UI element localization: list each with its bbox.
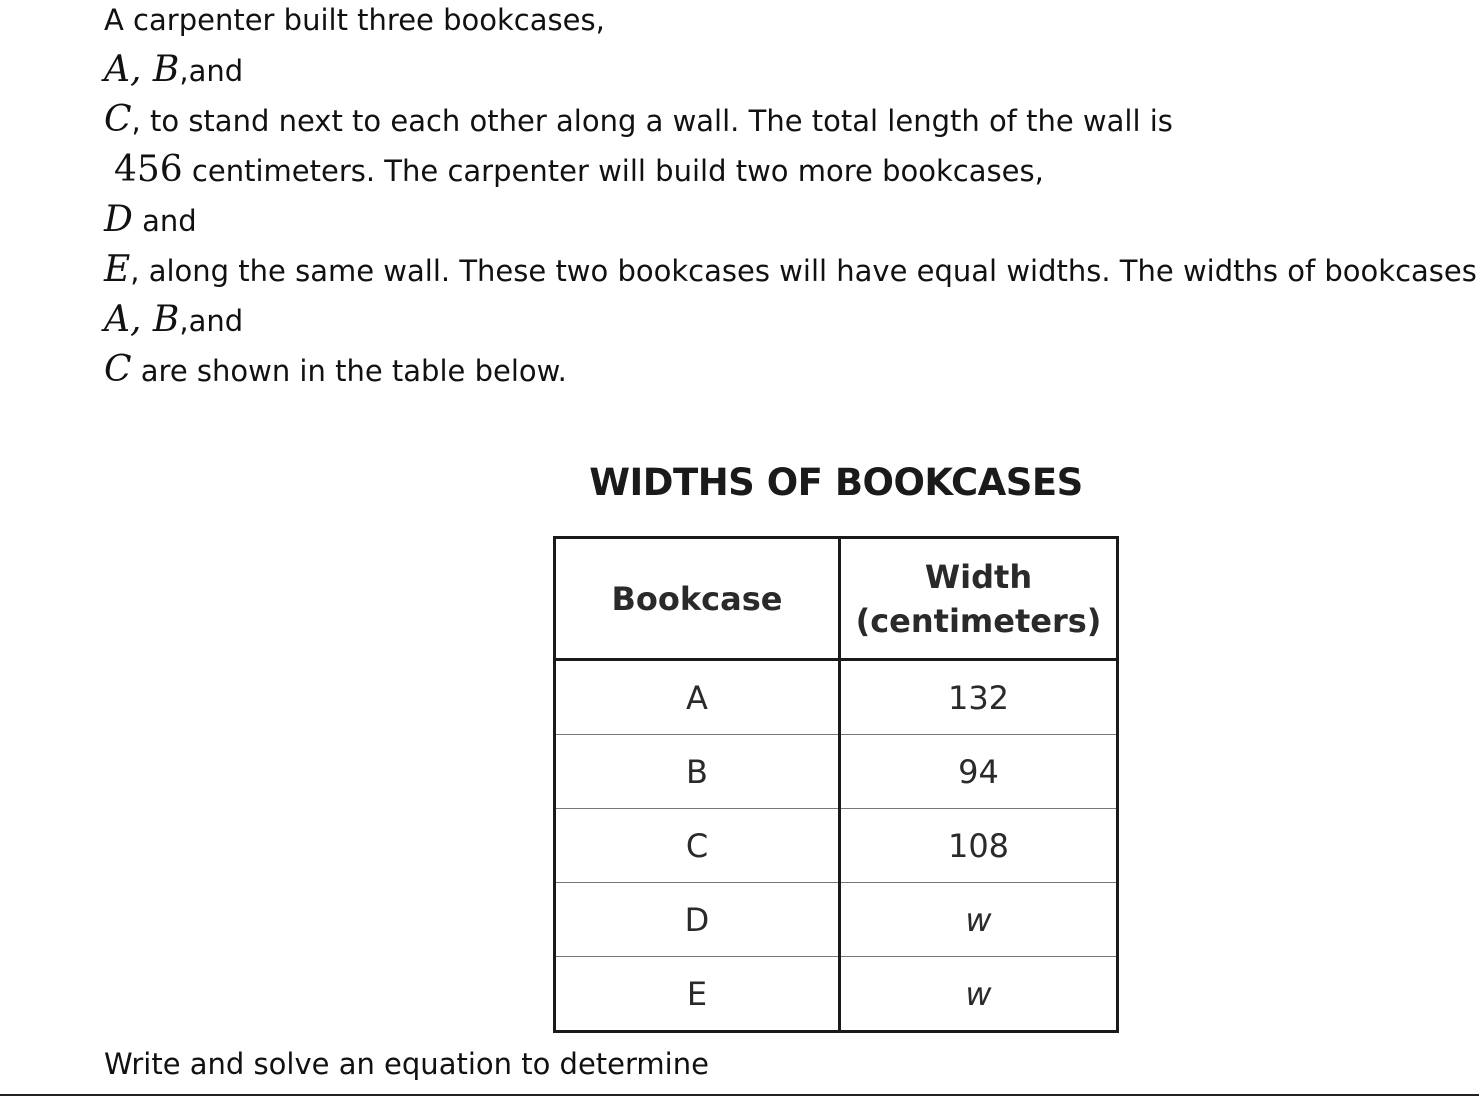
header-width xyxy=(840,538,1118,660)
width-cell: w xyxy=(840,883,1118,957)
bookcase-cell: C xyxy=(555,809,840,883)
divider xyxy=(0,1094,1479,1096)
problem-line-7 xyxy=(104,300,1479,350)
math-var-a: A xyxy=(104,299,130,340)
problem-line-6 xyxy=(104,250,1479,300)
problem-text: and xyxy=(132,204,197,238)
math-var-c: C xyxy=(104,349,132,390)
header-width-unit: (centimeters) xyxy=(855,601,1102,640)
problem-line-1 xyxy=(104,0,1479,50)
problem-line-3 xyxy=(104,100,1479,150)
problem-text: , to stand next to each other along a wall. The total length of the wall is xyxy=(131,104,1173,138)
problem-line-5 xyxy=(104,200,1479,250)
math-var-a: A xyxy=(104,49,130,90)
math-comma: , xyxy=(130,49,153,90)
table-row xyxy=(555,660,1118,735)
math-var-b: B xyxy=(152,299,180,340)
width-cell: 108 xyxy=(840,809,1118,883)
problem-text: centimeters. The carpenter will build two more bookcases, xyxy=(182,154,1044,188)
problem-text: , along the same wall. These two bookcases will have equal widths. The widths of bookcases xyxy=(130,254,1477,288)
problem-text: are shown in the table below. xyxy=(131,354,567,388)
width-cell: 132 xyxy=(840,660,1118,735)
bookcase-cell: A xyxy=(555,660,840,735)
header-width-label: Width xyxy=(924,557,1033,596)
math-number-456: 456 xyxy=(114,149,183,190)
bookcase-widths-figure xyxy=(553,440,1119,1033)
problem-text: A carpenter built three bookcases, xyxy=(104,3,605,37)
table-row xyxy=(555,883,1118,957)
table-row xyxy=(555,735,1118,809)
math-var-c: C xyxy=(104,99,132,140)
table-header-row xyxy=(555,538,1118,660)
problem-text: ,and xyxy=(179,54,244,88)
table-row xyxy=(555,809,1118,883)
problem-line-4 xyxy=(104,150,1479,200)
problem-text: ,and xyxy=(179,304,244,338)
width-cell: w xyxy=(840,957,1118,1032)
width-cell: 94 xyxy=(840,735,1118,809)
math-var-d: D xyxy=(104,199,133,240)
math-comma: , xyxy=(130,299,153,340)
math-var-e: E xyxy=(104,249,131,290)
header-bookcase: Bookcase xyxy=(555,538,840,660)
bookcase-cell: B xyxy=(555,735,840,809)
math-var-b: B xyxy=(152,49,180,90)
problem-line-2 xyxy=(104,50,1479,100)
bookcase-cell: D xyxy=(555,883,840,957)
problem-statement xyxy=(104,0,1479,400)
figure-title: WIDTHS OF BOOKCASES xyxy=(589,461,1083,504)
bookcase-cell: E xyxy=(555,957,840,1032)
table-row xyxy=(555,957,1118,1032)
problem-line-8 xyxy=(104,350,1479,400)
bookcase-widths-table xyxy=(553,536,1119,1033)
prompt-text: Write and solve an equation to determine xyxy=(104,1047,709,1081)
